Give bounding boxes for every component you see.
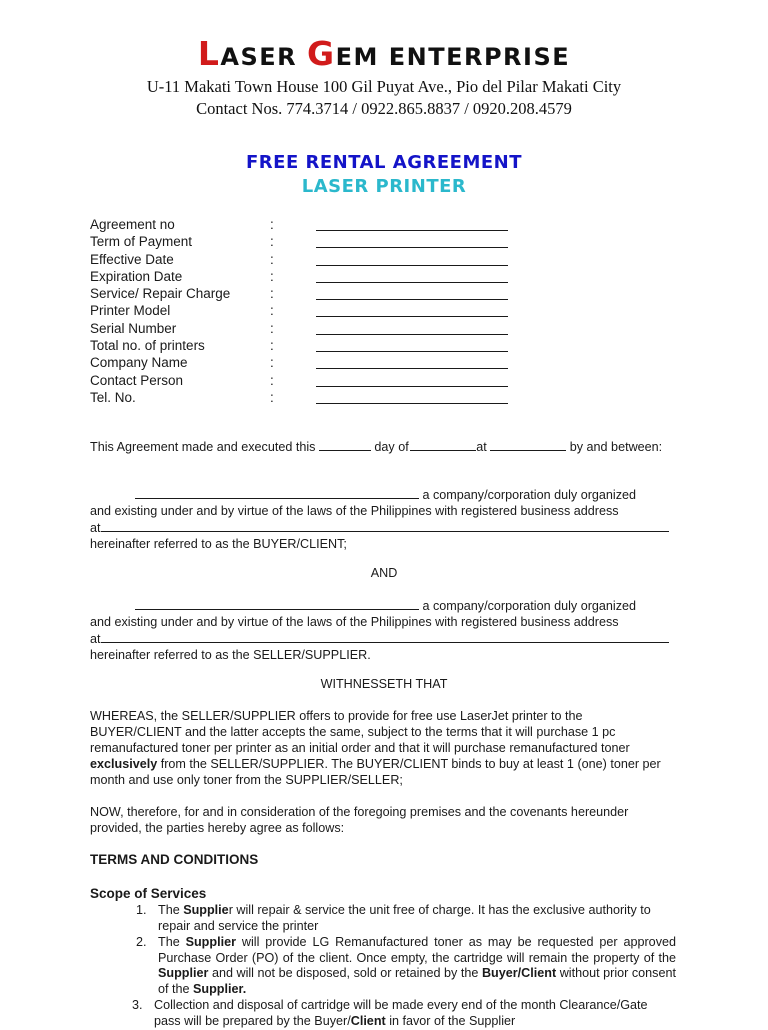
list-item — [90, 903, 676, 934]
list-item-number: 2. — [136, 935, 147, 949]
whereas-exclusively: exclusively — [90, 757, 158, 771]
seller-address-line — [90, 630, 675, 647]
agreement-fields — [90, 216, 690, 406]
term-2-text-c: will provide LG Remanufactured toner as may be requested per approved Purchase Order (PO) of the client. Once empty, the cartridge will remain the property of the — [158, 935, 676, 965]
company-word-1: ASER — [220, 43, 307, 71]
field-colon: : — [270, 286, 274, 302]
company-address: U-11 Makati Town House 100 Gil Puyat Ave., Pio del Pilar Makati City — [146, 77, 622, 96]
term-1-text-c: r will repair & service the unit free of charge. It has the exclusive authority to repair and service the printer — [158, 903, 651, 933]
field-row — [90, 233, 690, 250]
term-2-text-a: The — [158, 935, 180, 949]
field-row — [90, 285, 690, 302]
list-item-number: 1. — [136, 903, 147, 917]
seller-name-line — [90, 597, 675, 614]
whereas-text-c: from the SELLER/SUPPLIER. The BUYER/CLIENT binds to buy at least 1 (one) toner per month and use only toner from the SUPPLIER/SELLER; — [90, 757, 661, 787]
seller-party-paragraph — [90, 597, 675, 663]
company-initial-g: G — [306, 34, 336, 73]
intro-text-4: by and between: — [569, 440, 663, 454]
field-blank-line[interactable] — [316, 320, 508, 335]
list-item — [90, 935, 676, 997]
field-row — [90, 389, 690, 406]
field-colon: : — [270, 372, 274, 388]
field-blank-line[interactable] — [316, 233, 508, 248]
buyer-address-line — [90, 519, 675, 536]
field-label: Agreement no — [90, 217, 175, 232]
list-item-number: 3. — [132, 998, 143, 1012]
buyer-address-blank[interactable] — [101, 519, 669, 532]
now-therefore-paragraph: NOW, therefore, for and in consideration of the foregoing premises and the covenants hereunder provided, the parties hereby agree as follows: — [90, 805, 629, 835]
term-2-text-g: without prior consent of the — [158, 966, 676, 996]
field-row — [90, 216, 690, 233]
field-row — [90, 268, 690, 285]
field-colon: : — [270, 268, 274, 284]
seller-name-blank[interactable] — [135, 597, 419, 610]
field-colon: : — [270, 355, 274, 371]
intro-paragraph — [90, 438, 675, 455]
field-blank-line[interactable] — [316, 372, 508, 387]
buyer-text-b: and existing under and by virtue of the laws of the Philippines with registered business address — [90, 504, 619, 518]
field-label: Tel. No. — [90, 389, 136, 405]
buyer-name-line — [90, 486, 675, 503]
field-blank-line[interactable] — [316, 251, 508, 266]
intro-text-2: day of — [374, 440, 409, 454]
company-initial-l: L — [197, 34, 221, 73]
terms-heading: TERMS AND CONDITIONS — [90, 852, 259, 867]
document-title: FREE RENTAL AGREEMENT — [246, 152, 522, 173]
field-row — [90, 320, 690, 337]
field-blank-line[interactable] — [316, 216, 508, 231]
list-item — [90, 998, 676, 1029]
field-colon: : — [270, 251, 274, 267]
buyer-text-a: a company/corporation duly organized — [422, 488, 637, 502]
field-colon: : — [270, 338, 274, 354]
field-label: Contact Person — [90, 372, 184, 388]
intro-text-1: This Agreement made and executed this — [90, 440, 316, 454]
whereas-text-a: WHEREAS, the SELLER/SUPPLIER offers to provide for free use LaserJet printer to the BUYER/CLIENT and the latter accepts the same, subject to the terms that it will purchase 1 pc remanufactured toner per printer as an initial order and that it will purchase remanufactured toner — [90, 709, 630, 755]
term-3-text-a: Collection and disposal of cartridge will be made every end of the month Clearance/Gate pass will be prepared by the Buyer/ — [154, 998, 648, 1028]
place-blank[interactable] — [490, 438, 566, 451]
field-row — [90, 302, 690, 319]
field-label: Effective Date — [90, 251, 174, 267]
field-blank-line[interactable] — [316, 302, 508, 317]
company-word-2: EM ENTERPRISE — [335, 43, 571, 71]
field-blank-line[interactable] — [316, 285, 508, 300]
field-blank-line[interactable] — [316, 354, 508, 369]
term-1-text-a: The — [158, 903, 180, 917]
field-blank-line[interactable] — [316, 337, 508, 352]
field-row — [90, 354, 690, 371]
whereas-paragraph — [90, 708, 675, 788]
field-label: Service/ Repair Charge — [90, 286, 231, 302]
field-label: Serial Number — [90, 320, 177, 336]
field-label: Term of Payment — [90, 234, 193, 250]
field-row — [90, 372, 690, 389]
day-blank[interactable] — [319, 438, 371, 451]
company-name — [0, 34, 768, 73]
term-3-client: Client — [350, 1013, 386, 1028]
buyer-party-paragraph — [90, 486, 675, 552]
seller-address-blank[interactable] — [101, 630, 669, 643]
field-blank-line[interactable] — [316, 389, 508, 404]
month-blank[interactable] — [410, 438, 476, 451]
intro-text-3: at — [476, 440, 487, 454]
field-colon: : — [270, 303, 274, 319]
field-colon: : — [270, 217, 274, 232]
scope-heading: Scope of Services — [90, 886, 207, 901]
field-colon: : — [270, 320, 274, 336]
field-row — [90, 337, 690, 354]
seller-text-c: at — [90, 632, 101, 646]
buyer-name-blank[interactable] — [135, 486, 419, 499]
field-label: Company Name — [90, 355, 188, 371]
field-row — [90, 251, 690, 268]
field-label: Total no. of printers — [90, 338, 205, 354]
term-2-supplier-3: Supplier. — [193, 981, 247, 996]
seller-text-d: hereinafter referred to as the SELLER/SUPPLIER. — [90, 648, 371, 662]
term-2-supplier: Supplier — [185, 935, 236, 949]
company-contact: Contact Nos. 774.3714 / 0922.865.8837 / 0920.208.4579 — [196, 99, 572, 118]
seller-text-a: a company/corporation duly organized — [422, 599, 637, 613]
buyer-text-c: at — [90, 521, 101, 535]
term-2-supplier-2: Supplier — [158, 966, 209, 980]
field-blank-line[interactable] — [316, 268, 508, 283]
term-3-text-c: in favor of the Supplier — [389, 1013, 516, 1028]
and-separator: AND — [370, 566, 398, 580]
field-label: Printer Model — [90, 303, 171, 319]
terms-list — [90, 903, 676, 1030]
term-1-supplier: Supplie — [183, 903, 229, 917]
term-2-buyer-client: Buyer/Client — [481, 966, 557, 980]
document-subtitle: LASER PRINTER — [301, 176, 467, 197]
field-colon: : — [270, 234, 274, 250]
witnesseth-heading: WITHNESSETH THAT — [320, 677, 448, 691]
buyer-text-d: hereinafter referred to as the BUYER/CLIENT; — [90, 537, 347, 551]
seller-text-b: and existing under and by virtue of the laws of the Philippines with registered business address — [90, 615, 619, 629]
field-colon: : — [270, 389, 274, 405]
field-label: Expiration Date — [90, 268, 183, 284]
term-2-text-e: and will not be disposed, sold or retained by the — [211, 966, 479, 980]
